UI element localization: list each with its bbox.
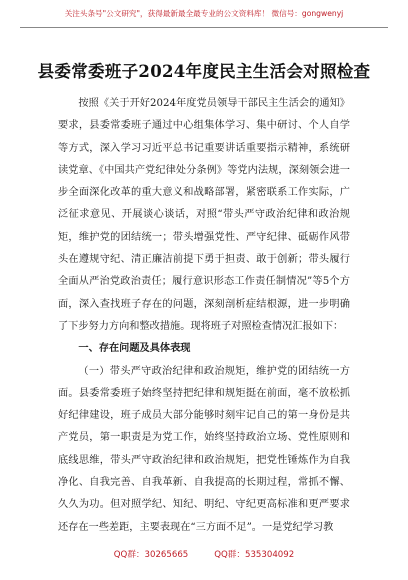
document-title: 县委常委班子2024年度民主生活会对照检查 xyxy=(37,62,371,81)
footer-qq-group-1: QQ群：30265665 xyxy=(113,550,189,560)
header-promo-text: 关注头条号"公文研究"，获得最新最全最专业的公文资料库！ 微信号：gongwenyj xyxy=(64,9,344,18)
footer-contact xyxy=(0,548,408,560)
section-heading: 一、存在问题及具体表现 xyxy=(78,343,191,355)
document-body xyxy=(58,93,350,539)
section-paragraph: （一）带头严守政治纪律和政治规矩，维护党的团结统一方面。县委常委班子始终坚持把纪律和规矩挺在前面，毫不放松抓好纪律建设，班子成员大部分能够时刻牢记自己的第一身份是共产党员，第一职责是为党工作，始终坚持政治立场、党性原则和底线思维，带头严守政治纪律和政治规矩，把党性锤炼作为自我净化、自我完善、自我革新、自我提高的长期过程，常抓不懈、久久为功。但对照学纪、知纪、明纪、守纪更高标准和更严要求还存在一些差距，主要表现在“三方面不足”。一是党纪学习教 xyxy=(58,365,350,533)
intro-paragraph: 按照《关于开好2024年度党员领导干部民主生活会的通知》要求，县委常委班子通过中心组集体学习、集中研讨、个人自学等方式，深入学习习近平总书记重要讲话重要指示精神，系统研读党章、《中国共产党纪律处分条例》等党内法规，深刻领会进一步全面深化改革的重大意义和战略部署，紧密联系工作实际，广泛征求意见、开展谈心谈话，对照“带头严守政治纪律和政治规矩，维护党的团结统一；带头增强党性、严守纪律、砥砺作风带头在遵规守纪、清正廉洁前提下勇于担责、敢于创新；带头履行全面从严治党政治责任；履行意识形态工作责任制情况”等5个方面，深入查找班子存在的问题，深刻剖析症结根源，进一步明确了下步努力方向和整改措施。现将班子对照检查情况汇报如下： xyxy=(58,98,350,332)
footer-qq-group-2: QQ群：535304092 xyxy=(214,550,295,560)
header-divider xyxy=(20,27,388,28)
